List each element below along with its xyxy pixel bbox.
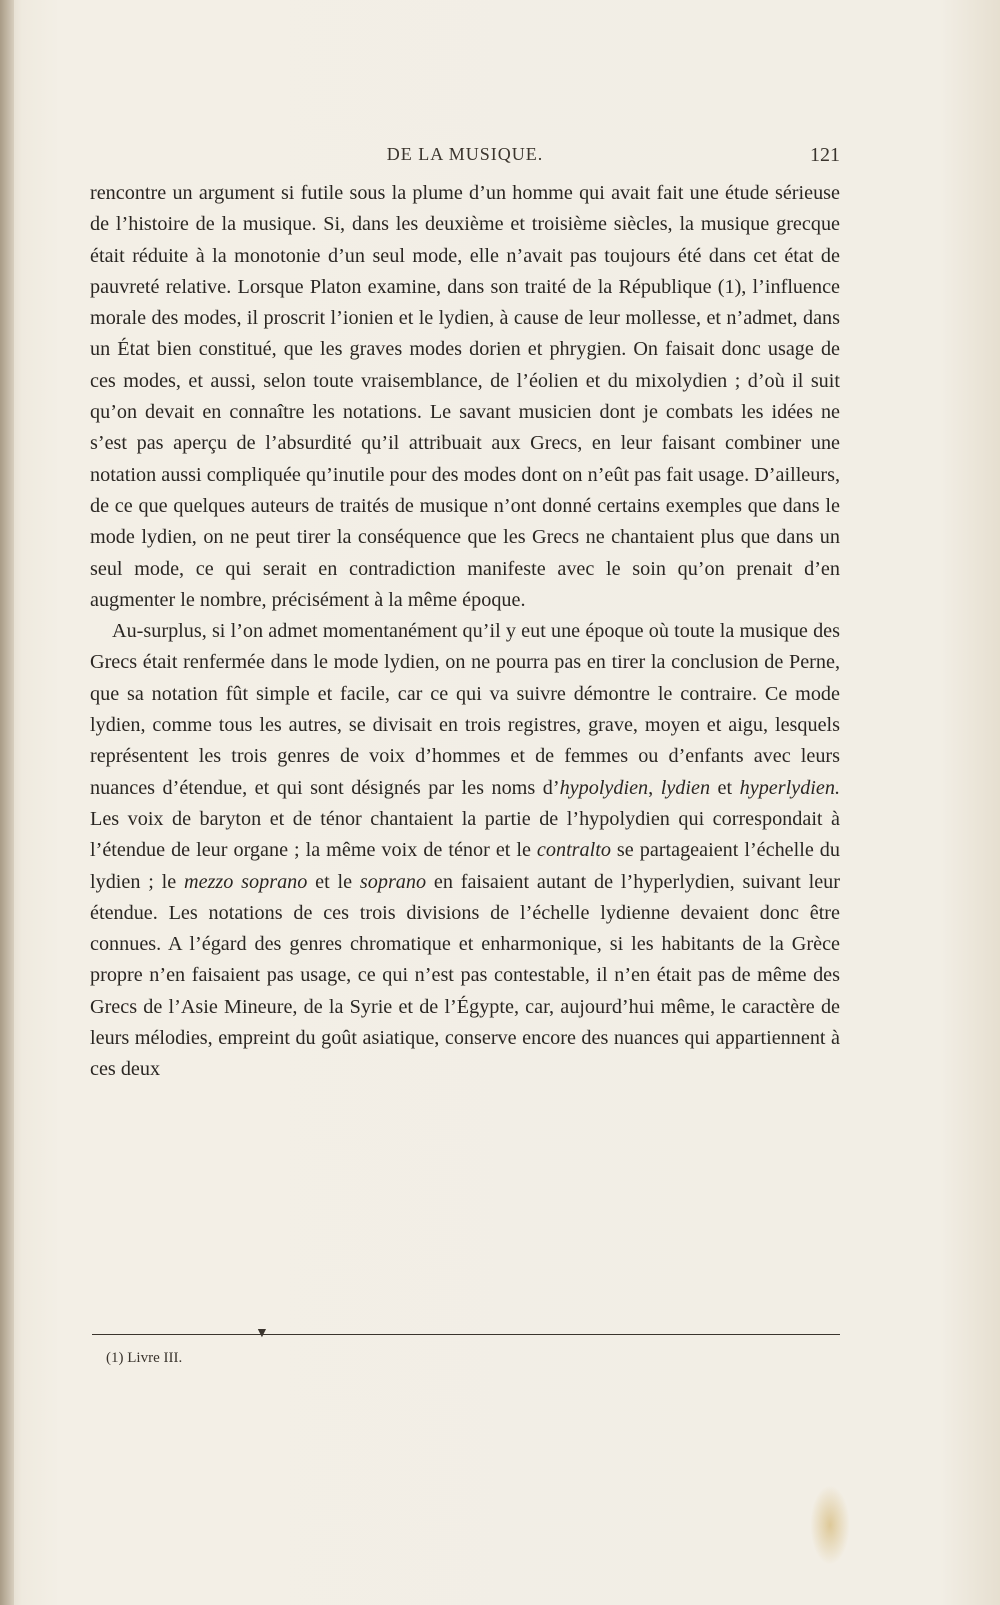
page-number: 121 bbox=[810, 144, 840, 166]
running-title: DE LA MUSIQUE. bbox=[386, 144, 544, 164]
footnote-rule bbox=[92, 1334, 840, 1335]
text-run: se partageaient l’échelle du lydien ; le bbox=[90, 839, 840, 893]
italic-term: soprano bbox=[359, 870, 427, 893]
paragraph-1: rencontre un argument si futile sous la plume d’un homme qui avait fait une étude sérieuse de l’histoire de la musique. Si, dans les deuxième et troisième siècles, la musique grecque était réduite à la monotonie d’un seul mode, elle n’avait pas toujours été dans cet état de pauvreté relative. Lorsque Platon examine, dans son traité de la République (1), l’influence morale des modes, il proscrit l’ionien et le lydien, à cause de leur mollesse, et n’admet, dans un État bien constitué, que les graves modes dorien et phrygien. On faisait donc usage de ces modes, et aussi, selon toute vraisemblance, de l’éolien et du mixolydien ; d’où il suit qu’on devait en connaître les notations. Le savant musicien dont je combats les idées ne s’est pas aperçu de l’absurdité qu’il attribuait aux Grecs, en leur faisant combiner une notation aussi compliquée qu’inutile pour des modes dont on n’eût pas fait usage. D’ailleurs, de ce que quelques auteurs de traités de musique n’ont donné certains exemples que dans le mode lydien, on ne peut tirer la conséquence que les Grecs ne chantaient plus que dans un seul mode, ce qui serait en contradiction manifeste avec le soin qu’on prenait d’en augmenter le nombre, précisément à la même époque. bbox=[90, 182, 840, 611]
italic-term: hypolydien bbox=[559, 776, 649, 799]
paper-stain bbox=[810, 1485, 850, 1565]
page-header bbox=[90, 144, 840, 174]
text-run: et le bbox=[307, 870, 360, 893]
text-run: en faisaient autant de l’hyperlydien, suivant leur étendue. Les notations de ces trois divisions de l’échelle lydienne devaient donc être connues. A l’égard des genres chromatique et enharmonique, si les habitants de la Grèce propre n’en faisaient pas usage, ce qui n’est pas contestable, il n’en était pas de même des Grecs de l’Asie Mineure, de la Syrie et de l’Égypte, car, aujourd’hui même, le caractère de leurs mélodies, empreint du goût asiatique, conserve encore des nuances qui appartiennent à ces deux bbox=[90, 870, 840, 1081]
body-text bbox=[90, 178, 840, 1086]
italic-term: lydien bbox=[660, 776, 711, 799]
text-run: , bbox=[648, 776, 661, 799]
page-binding-edge bbox=[0, 0, 14, 1605]
text-run: et bbox=[710, 776, 740, 799]
italic-term: mezzo soprano bbox=[184, 870, 308, 893]
text-run: Au-surplus, si l’on admet momentanément qu’il y eut une époque où toute la musique des Grecs était renfermée dans le mode lydien, on ne pourra pas en tirer la conclusion de Perne, que sa notation fût simple et facile, car ce qui va suivre démontre le contraire. Ce mode lydien, comme tous les autres, se divisait en trois registres, grave, moyen et aigu, lesquels représentent les trois genres de voix d’hommes et de femmes ou d’enfants avec leurs nuances d’étendue, et qui sont désignés par les noms d’ bbox=[90, 620, 840, 799]
paragraph-2 bbox=[90, 616, 840, 1085]
footnote: (1) Livre III. bbox=[106, 1350, 183, 1366]
rule-ornament: ▼ bbox=[255, 1326, 269, 1341]
text-run: Les voix de baryton et de ténor chantaient la partie de l’hypolydien qui correspondait à l’étendue de leur organe ; la même voix de ténor et le bbox=[90, 807, 840, 862]
italic-term: contralto bbox=[536, 839, 611, 862]
italic-term: hyperlydien. bbox=[739, 776, 840, 799]
